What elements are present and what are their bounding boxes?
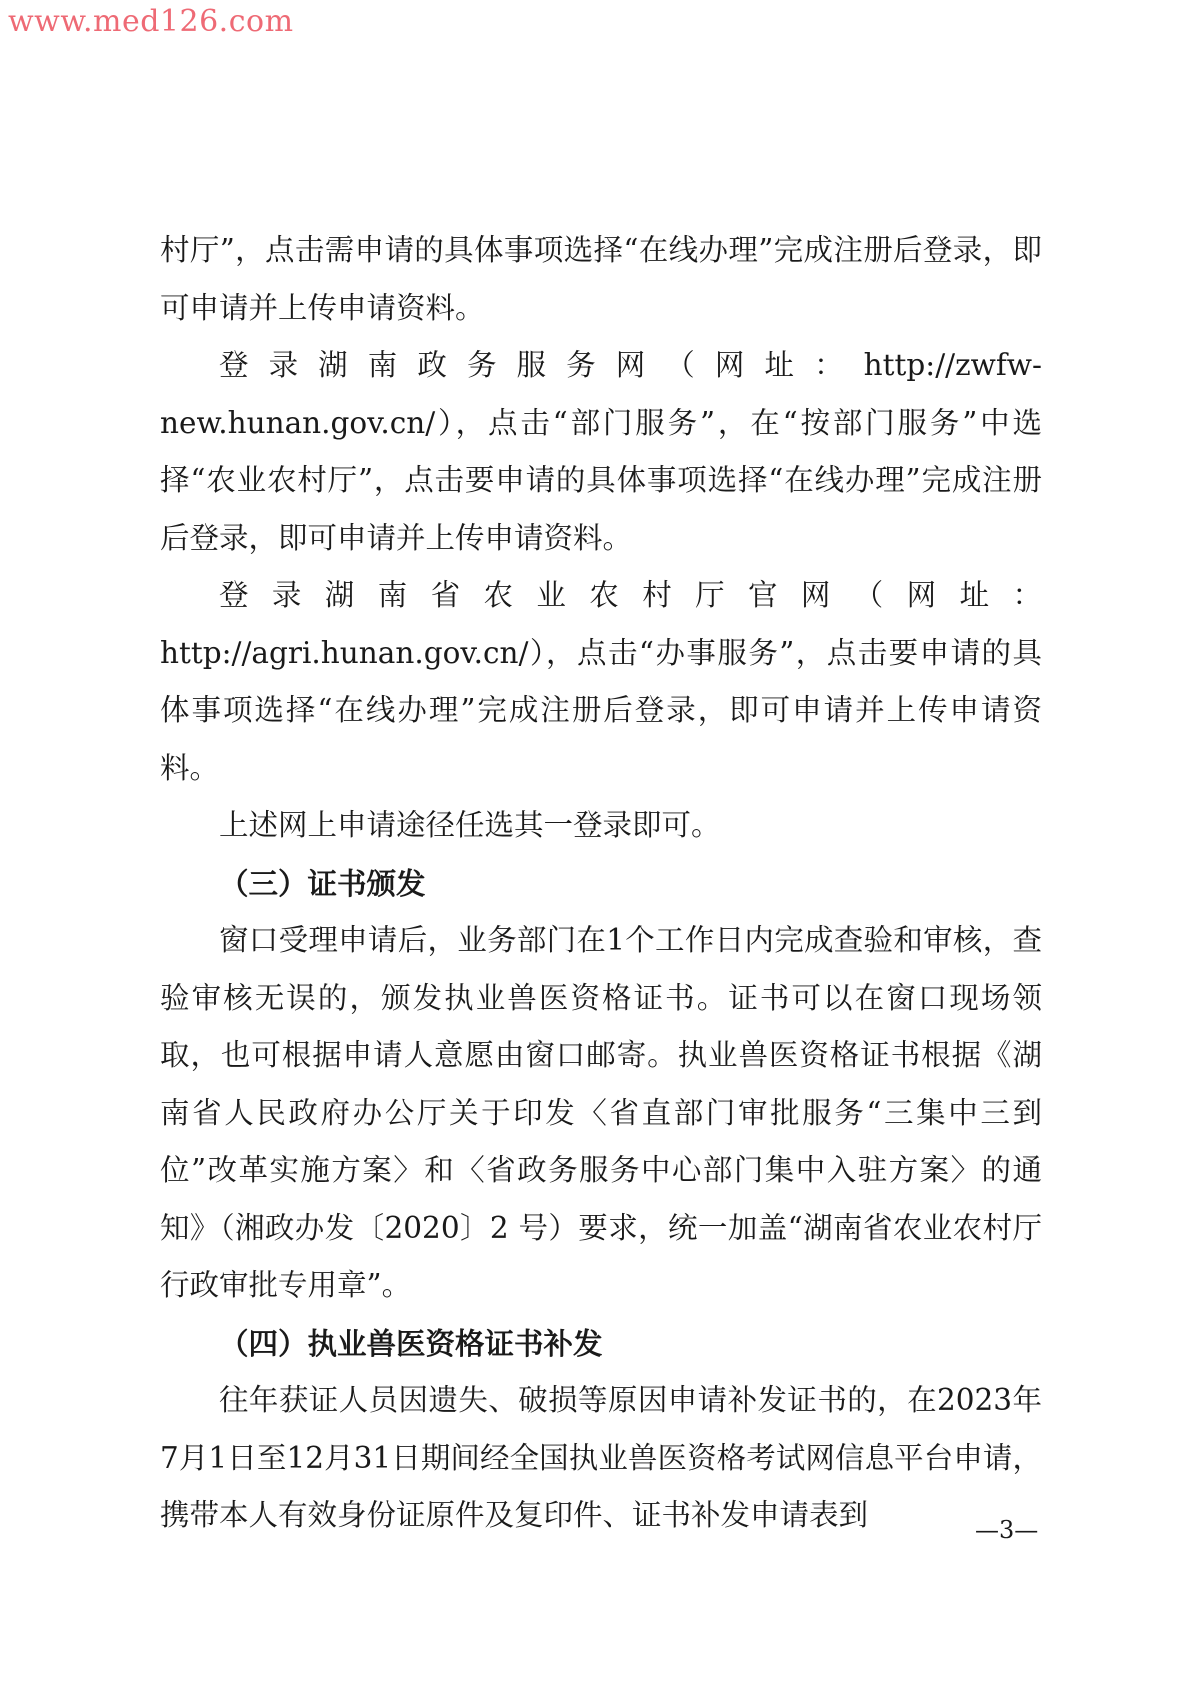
section-heading-certificate-reissue: （四）执业兽医资格证书补发 <box>219 1325 603 1361</box>
paragraph-issuance-details: 窗口受理申请后，业务部门在1个工作日内完成查验和审核，查验审核无误的，颁发执业兽医资格证书。证书可以在窗口现场领取，也可根据申请人意愿由窗口邮寄。执业兽医资格证书根据《湖南省人民政府办公厅关于印发〈省直部门审批服务“三集中三到位”改革实施方案〉和〈省政务服务中心部门集中入驻方案〉的通知》（湘政办发〔2020〕2 号）要求，统一加盖“湖南省农业农村厅行政审批专用章”。 <box>160 923 1042 1302</box>
document-body <box>160 222 1042 1545</box>
section-heading-certificate-issuance: （三）证书颁发 <box>219 865 426 901</box>
paragraph-reissue-details: 往年获证人员因遗失、破损等原因申请补发证书的，在2023年7月1日至12月31日期间经全国执业兽医资格考试网信息平台申请，携带本人有效身份证原件及复印件、证书补发申请表到 <box>160 1383 1042 1532</box>
paragraph-agri-dept-site: 登录湖南省农业农村厅官网（网址：http://agri.hunan.gov.cn/），点击“办事服务”，点击要申请的具体事项选择“在线办理”完成注册后登录，即可申请并上传申请资料。 <box>160 578 1042 785</box>
watermark-url: www.med126.com <box>8 4 294 39</box>
paragraph-hunan-gov-service: 登录湖南政务服务网（网址：http://zwfw-new.hunan.gov.cn/），点击“部门服务”，在“按部门服务”中选择“农业农村厅”，点击要申请的具体事项选择“在线办理”完成注册后登录，即可申请并上传申请资料。 <box>160 348 1042 555</box>
paragraph-choose-one: 上述网上申请途径任选其一登录即可。 <box>219 808 721 842</box>
paragraph-continued: 村厅”，点击需申请的具体事项选择“在线办理”完成注册后登录，即可申请并上传申请资料。 <box>160 233 1042 325</box>
page-number: —3— <box>975 1516 1039 1544</box>
